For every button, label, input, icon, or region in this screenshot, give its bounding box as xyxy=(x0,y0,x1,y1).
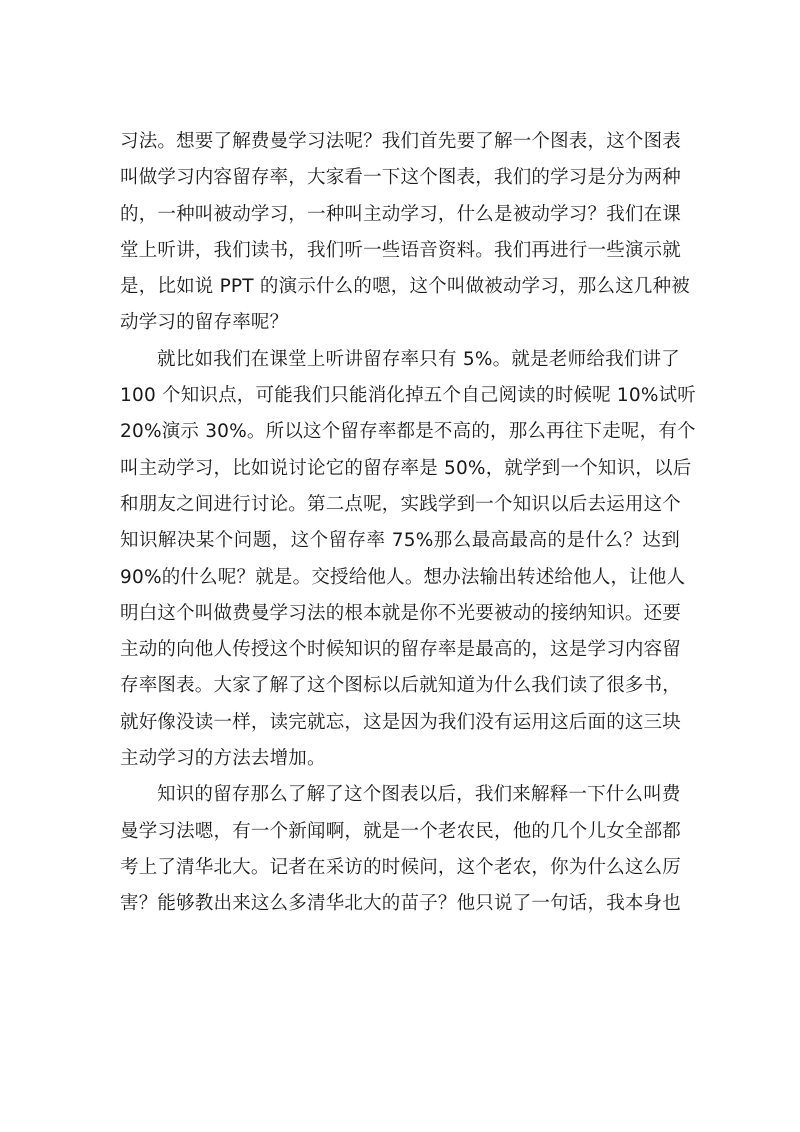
text-line: 知识解决某个问题，这个留存率 75%那么最高最高的是什么？达到 xyxy=(120,530,680,552)
text-line: 知识的留存那么了解了这个图表以后，我们来解释一下什么叫费 xyxy=(157,784,681,806)
text-line: 和朋友之间进行讨论。第二点呢，实践学到一个知识以后去运用这个 xyxy=(120,493,682,515)
text-line: 是，比如说 PPT 的演示什么的嗯，这个叫做被动学习，那么这几种被 xyxy=(120,276,690,298)
text-line: 主动学习的方法去增加。 xyxy=(120,748,326,770)
text-line: 明白这个叫做费曼学习法的根本就是你不光要被动的接纳知识。还要 xyxy=(120,602,682,624)
text-line: 存率图表。大家了解了这个图标以后就知道为什么我们读了很多书， xyxy=(120,675,682,697)
text-line: 90%的什么呢？就是。交授给他人。想办法输出转述给他人，让他人 xyxy=(120,566,686,588)
text-line: 习法。想要了解费曼学习法呢？我们首先要了解一个图表，这个图表 xyxy=(120,131,682,152)
paragraph-2 xyxy=(120,342,696,778)
text-line: 堂上听讲，我们读书，我们听一些语音资料。我们再进行一些演示就 xyxy=(120,239,682,261)
text-line: 曼学习法嗯，有一个新闻啊，就是一个老农民，他的几个儿女全部都 xyxy=(120,820,682,842)
text-line: 叫主动学习，比如说讨论它的留存率是 50%，就学到一个知识，以后 xyxy=(120,457,692,479)
text-line: 叫做学习内容留存率，大家看一下这个图表，我们的学习是分为两种 xyxy=(120,167,682,189)
text-line: 100 个知识点，可能我们只能消化掉五个自己阅读的时候呢 10%试听 xyxy=(120,385,696,407)
text-line: 就好像没读一样，读完就忘，这是因为我们没有运用这后面的这三块 xyxy=(120,711,682,733)
document-page xyxy=(120,124,696,923)
text-line: 的，一种叫被动学习，一种叫主动学习，什么是被动学习？我们在课 xyxy=(120,203,682,225)
text-line: 就比如我们在课堂上听讲留存率只有 5%。就是老师给我们讲了 xyxy=(157,348,680,370)
text-line: 主动的向他人传授这个时候知识的留存率是最高的，这是学习内容留 xyxy=(120,639,682,661)
text-line: 考上了清华北大。记者在采访的时候问，这个老农，你为什么这么厉 xyxy=(120,856,682,878)
text-line: 20%演示 30%。所以这个留存率都是不高的，那么再往下走呢，有个 xyxy=(120,421,696,443)
paragraph-1 xyxy=(120,124,690,342)
text-line: 动学习的留存率呢？ xyxy=(120,312,289,334)
text-line: 害？能够教出来这么多清华北大的苗子？他只说了一句话，我本身也 xyxy=(120,893,682,915)
paragraph-3 xyxy=(120,777,680,922)
